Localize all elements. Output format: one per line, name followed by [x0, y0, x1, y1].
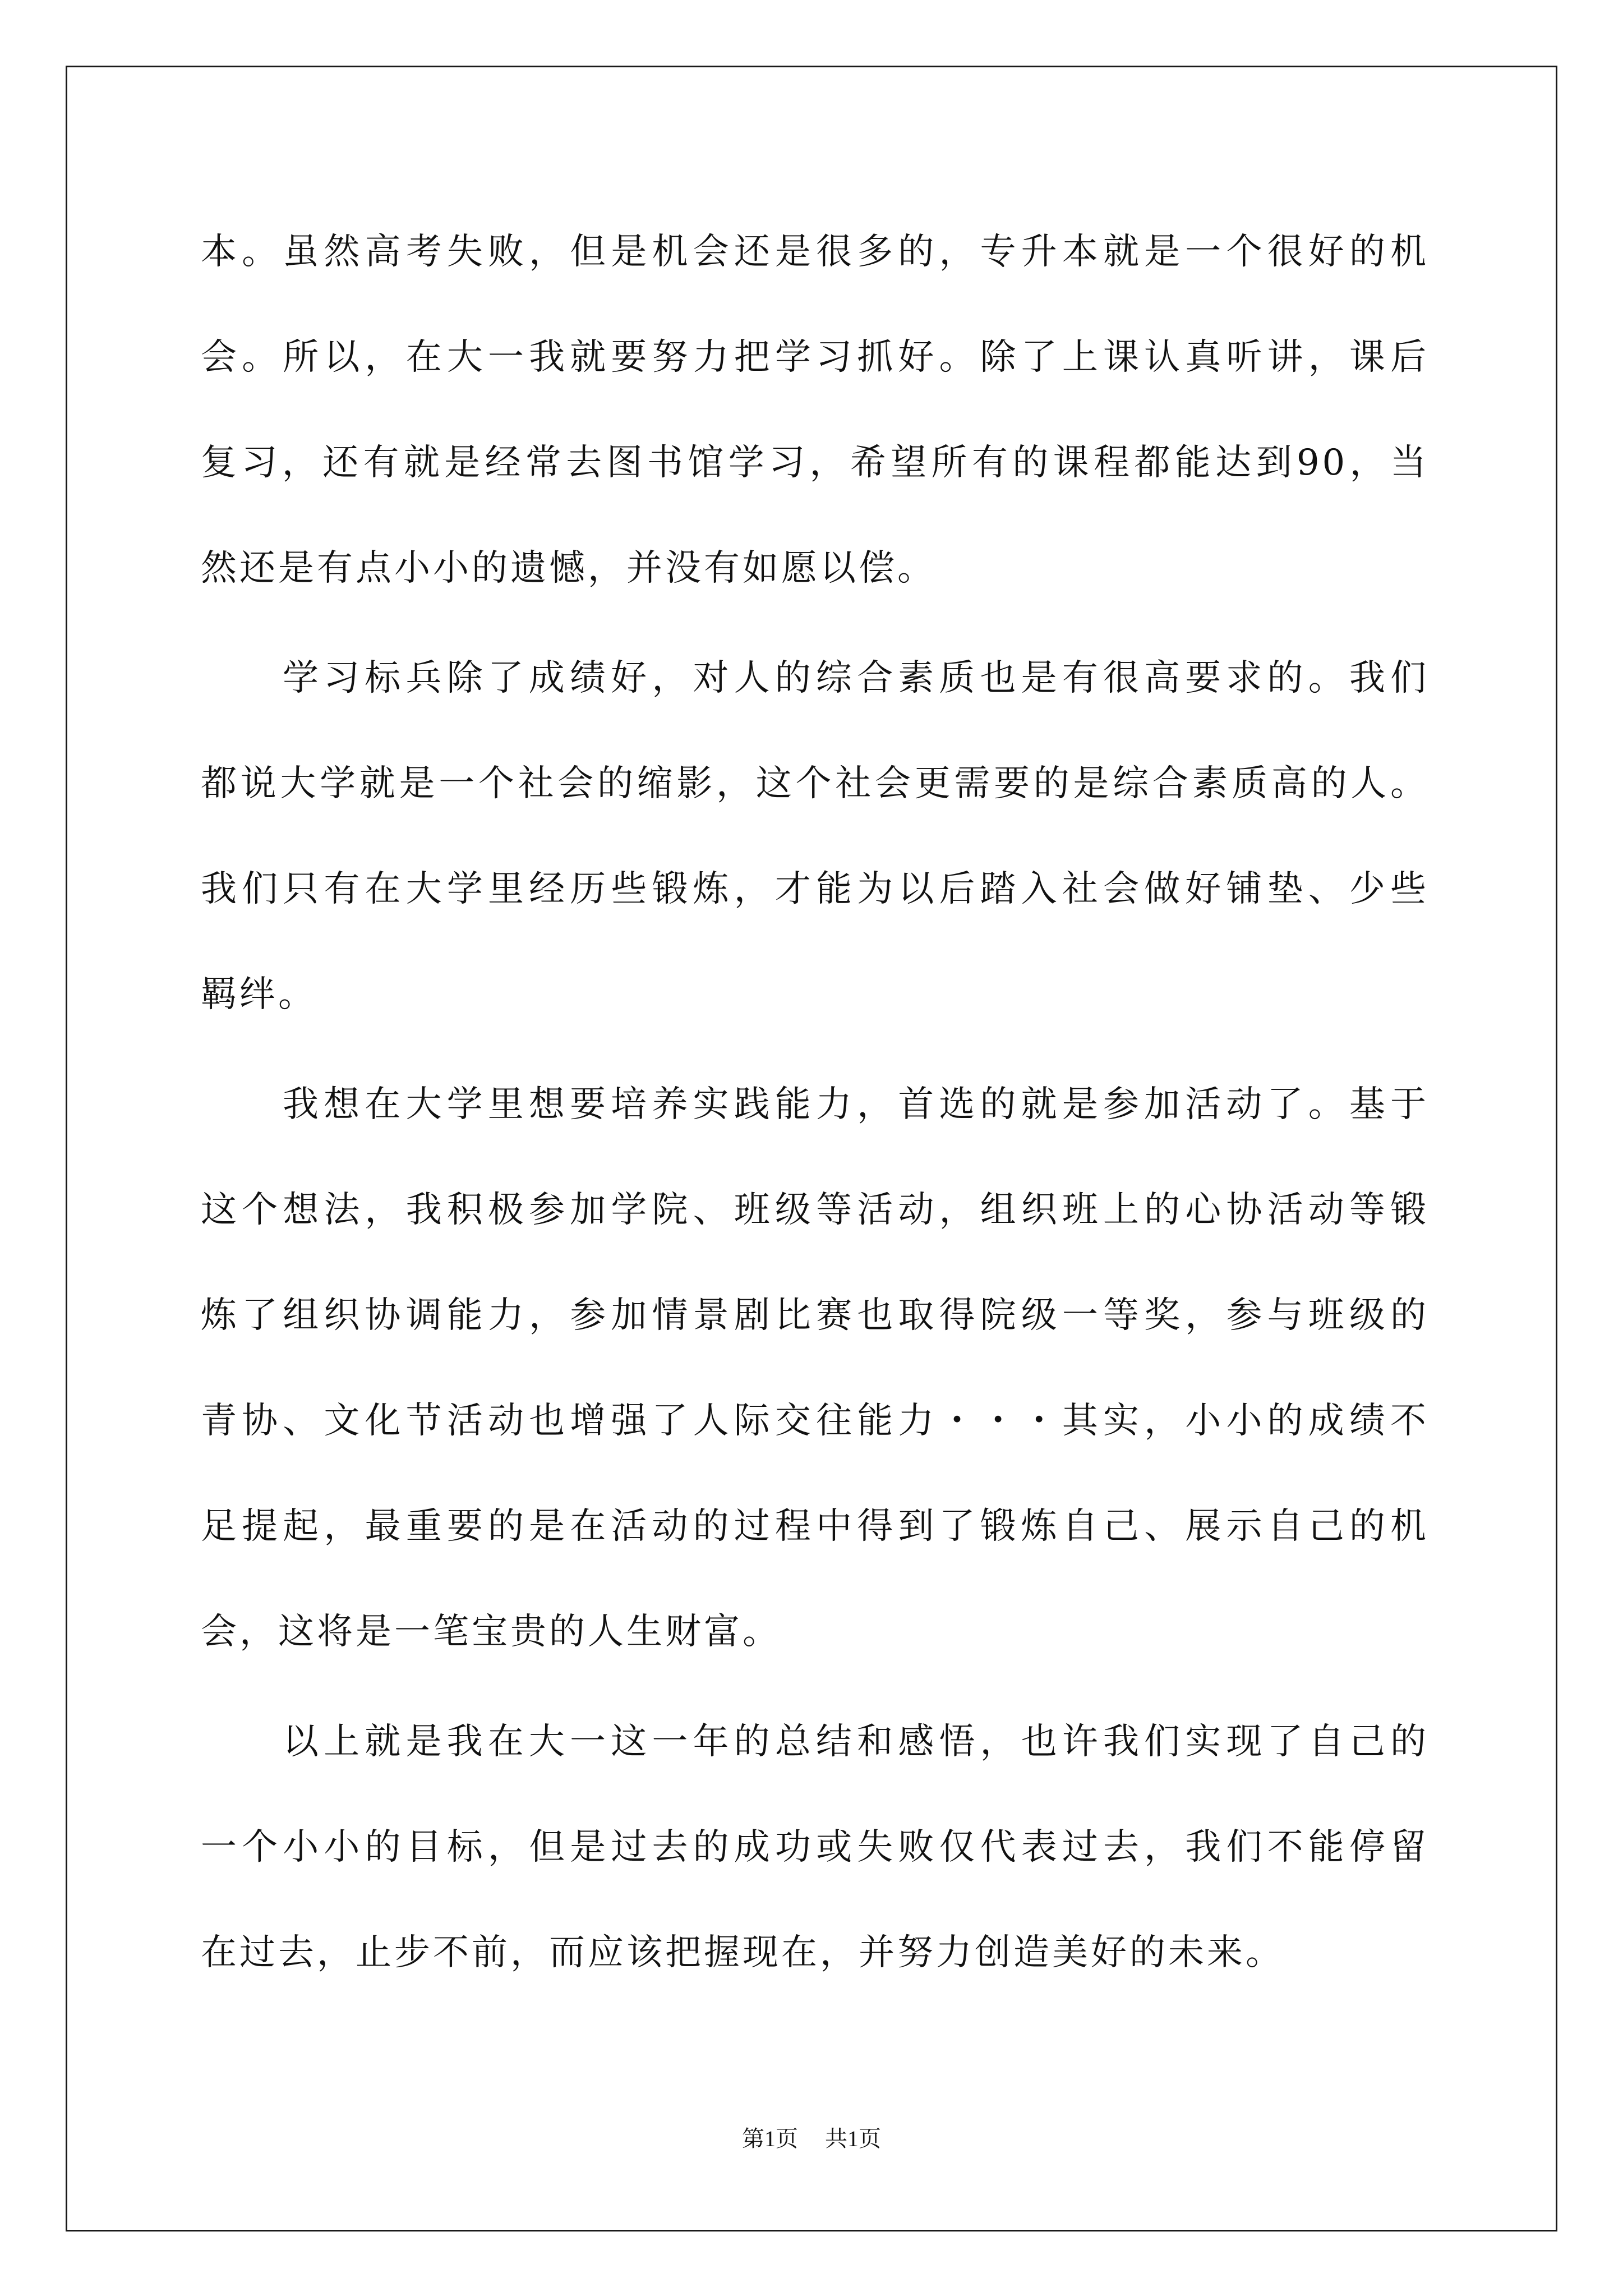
text-line: 本。虽然高考失败，但是机会还是很多的，专升本就是一个很好的机 [201, 231, 1429, 273]
text-line: 以上就是我在大一这一年的总结和感悟，也许我们实现了自己的 [283, 1721, 1429, 1763]
text-line: 炼了组织协调能力，参加情景剧比赛也取得院级一等奖，参与班级的 [201, 1295, 1429, 1336]
text-line: 足提起，最重要的是在活动的过程中得到了锻炼自己、展示自己的机 [201, 1506, 1429, 1547]
text-line: 然还是有点小小的遗憾，并没有如愿以偿。 [201, 547, 936, 589]
text-line: 青协、文化节活动也增强了人际交往能力・・・其实，小小的成绩不 [201, 1400, 1429, 1442]
text-line: 都说大学就是一个社会的缩影，这个社会更需要的是综合素质高的人。 [201, 763, 1429, 804]
text-line: 我想在大学里想要培养实践能力，首选的就是参加活动了。基于 [283, 1084, 1429, 1125]
text-line: 会。所以，在大一我就要努力把学习抓好。除了上课认真听讲，课后 [201, 337, 1429, 378]
text-line: 学习标兵除了成绩好，对人的综合素质也是有很高要求的。我们 [283, 657, 1429, 699]
page-total: 共1页 [825, 2126, 881, 2151]
text-line: 这个想法，我积极参加学院、班级等活动，组织班上的心协活动等锻 [201, 1189, 1429, 1231]
text-line: 羁绊。 [201, 974, 317, 1015]
paragraph [201, 199, 1429, 621]
document-body [201, 199, 1429, 2010]
text-line: 会，这将是一笔宝贵的人生财富。 [201, 1611, 781, 1653]
page-footer [0, 2123, 1623, 2155]
page-number: 第1页 [742, 2126, 798, 2151]
paragraph [201, 625, 1429, 1047]
paragraph [201, 1689, 1429, 2005]
text-line: 一个小小的目标，但是过去的成功或失败仅代表过去，我们不能停留 [201, 1826, 1429, 1868]
text-line: 在过去，止步不前，而应该把握现在，并努力创造美好的未来。 [201, 1932, 1284, 1973]
text-line: 复习，还有就是经常去图书馆学习，希望所有的课程都能达到90，当 [201, 442, 1429, 484]
text-line: 我们只有在大学里经历些锻炼，才能为以后踏入社会做好铺垫、少些 [201, 868, 1429, 910]
paragraph [201, 1052, 1429, 1685]
